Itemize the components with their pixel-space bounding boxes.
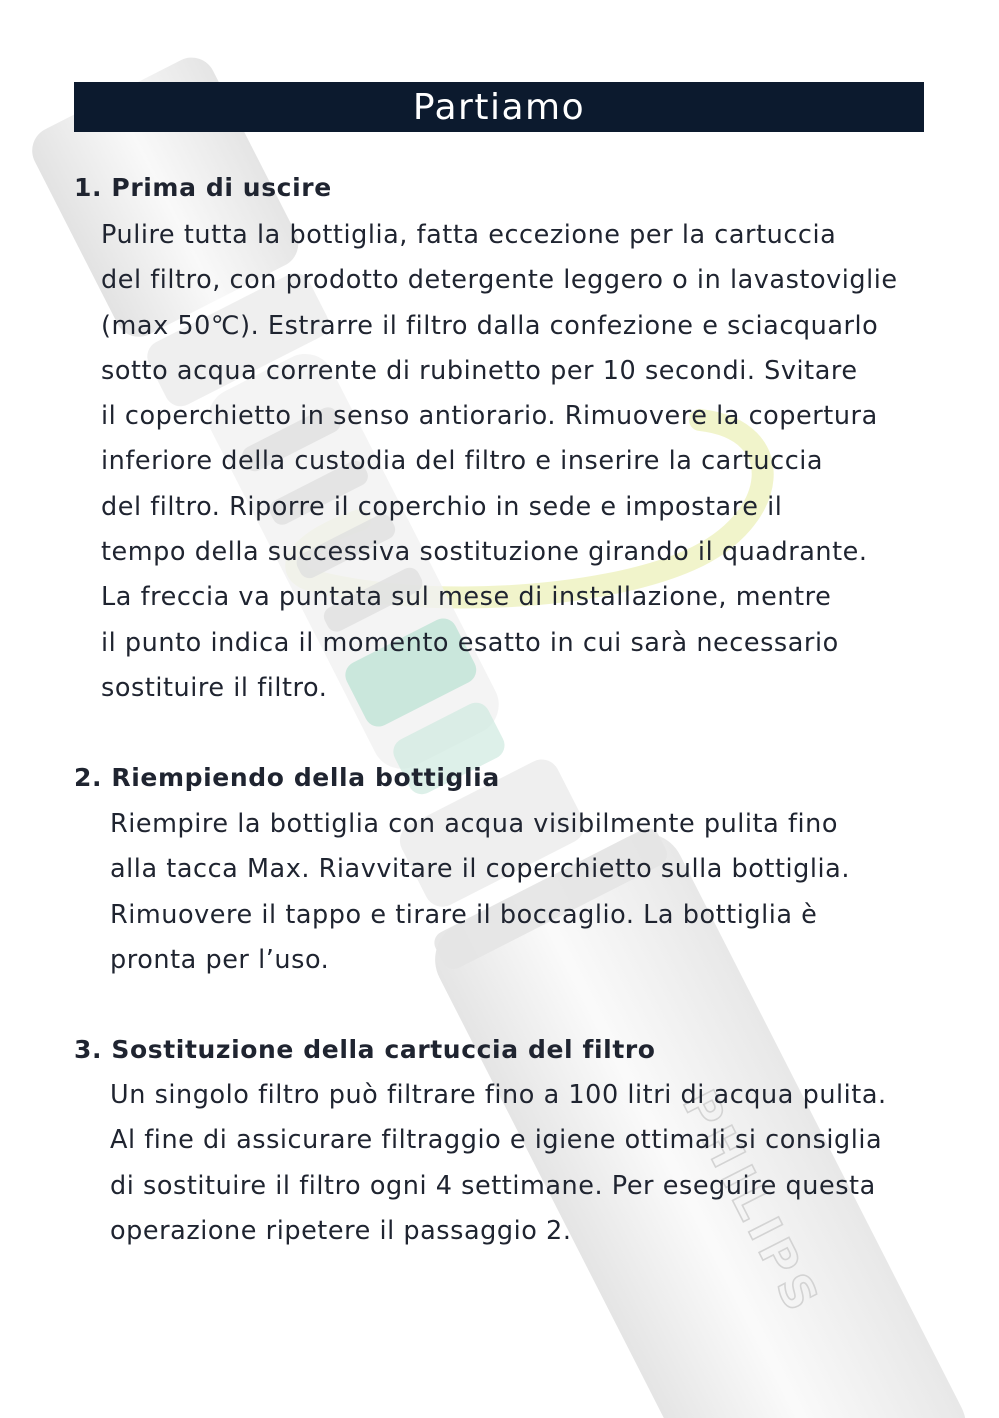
section-1-line: del filtro. Riporre il coperchio in sede e impostare il bbox=[101, 491, 783, 522]
section-2-body bbox=[110, 802, 850, 983]
brand-watermark: PHILIPS bbox=[672, 1081, 832, 1325]
section-3-line: Al fine di assicurare filtraggio e igiene ottimali si consiglia bbox=[110, 1125, 883, 1156]
section-1-line: sostituire il filtro. bbox=[101, 672, 328, 703]
section-2-line: alla tacca Max. Riavvitare il coperchietto sulla bottiglia. bbox=[110, 854, 850, 885]
section-1-line: del filtro, con prodotto detergente leggero o in lavastoviglie bbox=[101, 265, 898, 296]
section-3-heading: 3. Sostituzione della cartuccia del filtro bbox=[74, 1035, 656, 1064]
section-2-line: Rimuovere il tappo e tirare il boccaglio. La bottiglia è bbox=[110, 899, 818, 930]
section-3-line: di sostituire il filtro ogni 4 settimane. Per eseguire questa bbox=[110, 1170, 876, 1201]
section-1-line: sotto acqua corrente di rubinetto per 10 secondi. Svitare bbox=[101, 355, 858, 386]
section-1-line: La freccia va puntata sul mese di installazione, mentre bbox=[101, 582, 832, 613]
section-3-line: operazione ripetere il passaggio 2. bbox=[110, 1215, 572, 1246]
section-1-line: il coperchietto in senso antiorario. Rimuovere la copertura bbox=[101, 401, 878, 432]
section-1-line: il punto indica il momento esatto in cui sarà necessario bbox=[101, 627, 839, 658]
section-2-line: pronta per l’uso. bbox=[110, 944, 330, 975]
section-1-line: (max 50℃). Estrarre il filtro dalla confezione e sciacquarlo bbox=[101, 310, 879, 341]
section-1-line: tempo della successiva sostituzione girando il quadrante. bbox=[101, 537, 868, 568]
section-1-line: inferiore della custodia del filtro e inserire la cartuccia bbox=[101, 446, 824, 477]
section-1-heading: 1. Prima di uscire bbox=[74, 173, 332, 202]
section-1-line: Pulire tutta la bottiglia, fatta eccezione per la cartuccia bbox=[101, 220, 837, 250]
page-header bbox=[74, 82, 924, 132]
page-title: Partiamo bbox=[412, 86, 586, 128]
section-3-line: Un singolo filtro può filtrare fino a 100 litri di acqua pulita. bbox=[110, 1080, 887, 1110]
section-2-heading: 2. Riempiendo della bottiglia bbox=[74, 763, 500, 792]
section-1-body bbox=[101, 213, 898, 711]
section-2-line: Riempire la bottiglia con acqua visibilmente pulita fino bbox=[110, 809, 838, 839]
section-3-body bbox=[110, 1073, 887, 1254]
